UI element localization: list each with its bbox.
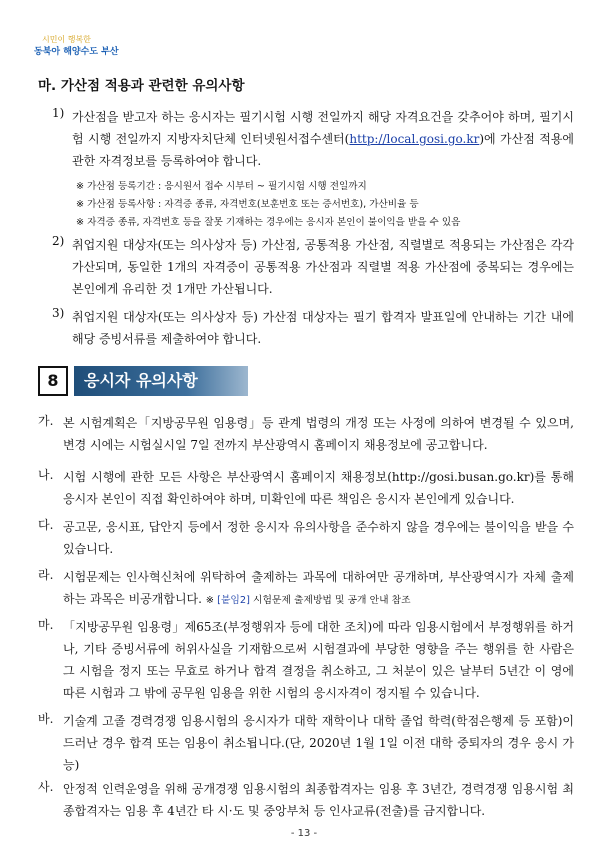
item-number: 1) xyxy=(52,106,65,120)
logo-slogan-line2: 동북아 해양수도 부산 xyxy=(34,47,119,57)
local-gosi-link[interactable]: http://local.gosi.go.kr xyxy=(349,132,480,146)
para-na xyxy=(38,466,574,510)
para-mark: 나. xyxy=(38,468,54,482)
para-ra xyxy=(38,566,574,612)
para-text: 공고문, 응시표, 답안지 등에서 정한 응시자 유의사항을 준수하지 않을 경우에는 불이익을 받을 수 있습니다. xyxy=(63,520,574,556)
item-number: 3) xyxy=(52,306,65,320)
para-mark: 라. xyxy=(38,568,54,582)
para-ba xyxy=(38,710,574,776)
section-title: 응시자 유의사항 xyxy=(74,366,248,396)
appendix-note xyxy=(206,595,411,606)
para-text: 본 시험계획은「지방공무원 임용령」등 관계 법령의 개정 또는 사정에 의하여 변경될 수 있으며, 변경 시에는 시험실시일 7일 전까지 부산광역시 홈페이지 채용정보에 공고합니다. xyxy=(63,416,574,452)
item-text xyxy=(72,106,574,172)
note-registration-items: ※ 가산점 등록사항 : 자격증 종류, 자격번호(보훈번호 또는 증서번호), 가산비율 등 xyxy=(76,199,419,210)
item-text: 취업지원 대상자(또는 의사상자 등) 가산점 대상자는 필기 합격자 발표일에 안내하는 기간 내에 해당 증빙서류를 제출하여야 합니다. xyxy=(72,310,574,346)
section-number: 8 xyxy=(38,366,68,396)
list-item-1 xyxy=(52,106,574,172)
para-text xyxy=(63,566,574,612)
para-ma xyxy=(38,616,574,704)
note-rest: 시험문제 출제방법 및 공개 안내 참조 xyxy=(249,595,411,606)
list-item-3 xyxy=(52,306,574,350)
para-text: 시험 시행에 관한 모든 사항은 부산광역시 홈페이지 채용정보(http://gosi.busan.go.kr)를 통해 응시자 본인이 직접 확인하여야 하며, 미확인에 따른 책임은 응시자 본인에게 있습니다. xyxy=(63,470,574,506)
appendix-2-link[interactable]: [붙임2] xyxy=(217,595,250,606)
para-mark: 다. xyxy=(38,518,54,532)
para-text: 안정적 인력운영을 위해 공개경쟁 임용시험의 최종합격자는 임용 후 3년간, 경력경쟁 임용시험 최종합격자는 임용 후 4년간 타 시·도 및 중앙부처 등 인사교류(전출)를 금지합니다. xyxy=(63,782,574,818)
para-text-main: 시험문제는 인사혁신처에 위탁하여 출제하는 과목에 대하여만 공개하며, 부산광역시가 자체 출제하는 과목은 비공개합니다. xyxy=(63,570,574,606)
para-mark: 마. xyxy=(38,618,54,632)
section-8-banner xyxy=(38,366,248,396)
note-prefix: ※ xyxy=(205,595,218,606)
logo-slogan-line1: 시민이 행복한 xyxy=(42,35,91,44)
item-text: 취업지원 대상자(또는 의사상자 등) 가산점, 공통적용 가산점, 직렬별로 적용되는 가산점은 각각 가산되며, 동일한 1개의 자격증이 공통적용 가산점과 직렬별 적용 가산점에 중복되는 경우에는 본인에게 유리한 것 1개만 가산됩니다. xyxy=(72,238,574,296)
section-heading: 마. 가산점 적용과 관련한 유의사항 xyxy=(38,78,245,94)
item-text-part: )에 가산점 적용에 관한 자격정보를 등록하여야 합니다. xyxy=(72,132,574,168)
para-text: 「지방공무원 임용령」제65조(부정행위자 등에 대한 조치)에 따라 임용시험에서 부정행위를 하거나, 기타 증빙서류에 허위사실을 기재함으로써 시험결과에 부당한 영향을 주는 행위를 한 사람은 그 시험을 정지 또는 무효로 하거나 합격 결정을 취소하고, 그 처분이 있은 날부터 5년간 이 영에 따른 시험과 그 밖에 공무원 임용을 위한 시험의 응시자격이 정지될 수 있습니다. xyxy=(63,620,574,700)
item-text-part: 가산점을 받고자 하는 응시자는 필기시험 시행 전일까지 해당 자격요건을 갖추어야 하며, 필기시험 시행 전일까지 지방자치단체 인터넷원서접수센터( xyxy=(72,110,574,146)
para-mark: 바. xyxy=(38,712,54,726)
para-mark: 사. xyxy=(38,780,54,794)
para-text: 기술계 고졸 경력경쟁 임용시험의 응시자가 대학 재학이나 대학 졸업 학력(학점은행제 등 포함)이 드러난 경우 합격 또는 임용이 취소됩니다.(단, 2020년 1월 1일 이전 대학 중퇴자의 경우 응시 가능) xyxy=(63,714,574,772)
para-mark: 가. xyxy=(38,414,54,428)
busan-logo xyxy=(34,34,124,66)
para-sa xyxy=(38,778,574,822)
list-item-2 xyxy=(52,234,574,300)
para-da xyxy=(38,516,574,560)
para-ga xyxy=(38,412,574,456)
note-registration-period: ※ 가산점 등록기간 : 응시원서 접수 시부터 ~ 필기시험 시행 전일까지 xyxy=(76,181,367,192)
page-number: - 13 - xyxy=(290,828,318,839)
item-number: 2) xyxy=(52,234,65,248)
note-warning: ※ 자격증 종류, 자격번호 등을 잘못 기재하는 경우에는 응시자 본인이 불이익을 받을 수 있음 xyxy=(76,217,461,228)
